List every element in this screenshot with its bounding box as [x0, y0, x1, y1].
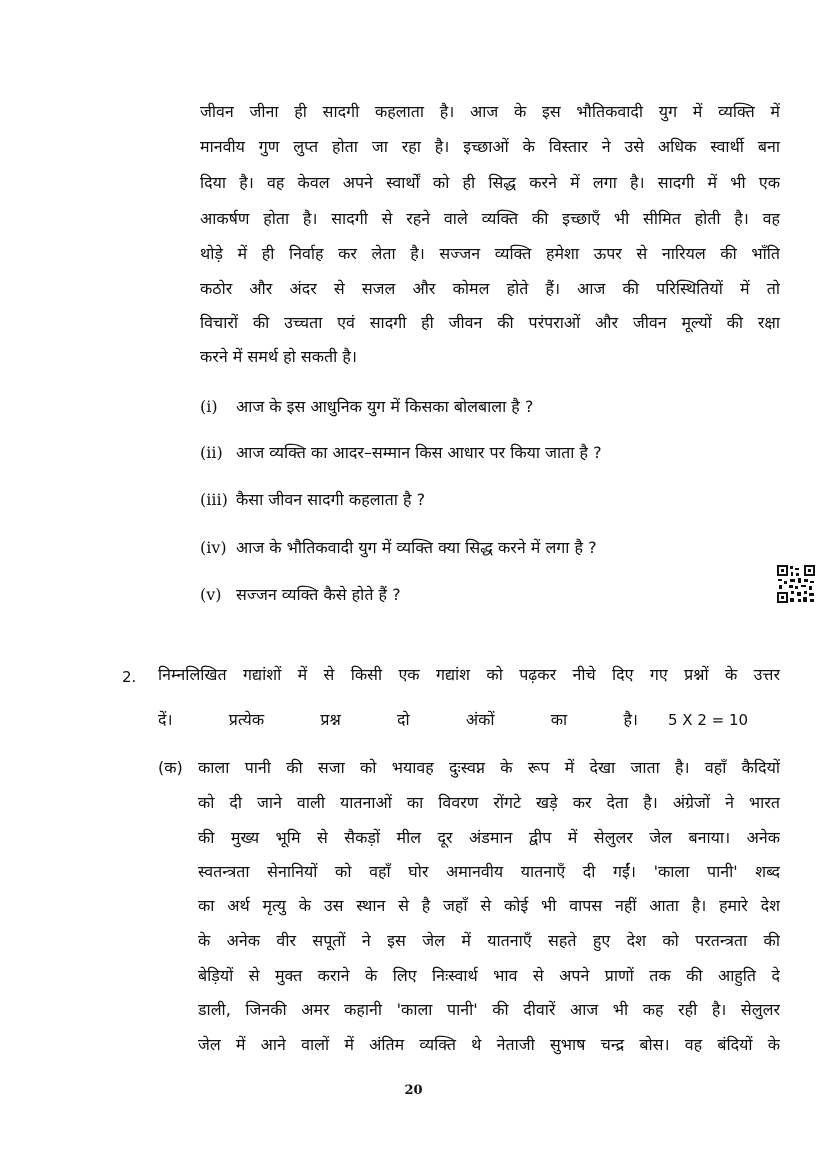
- question-text: कैसा जीवन सादगी कहलाता है ?: [236, 490, 426, 509]
- passage1-line: मानवीय गुण लुप्त होता जा रहा है। इच्छाओं के विस्तार ने उसे अधिक स्वार्थी बना: [200, 137, 780, 156]
- qr-code-icon: [776, 564, 816, 604]
- sub-question-label: (क): [158, 758, 183, 777]
- passage1-line: थोड़े में ही निर्वाह कर लेता है। सज्जन व्यक्ति हमेशा ऊपर से नारियल की भाँति: [200, 244, 780, 263]
- passage2-line: की मुख्य भूमि से सैकड़ों मील दूर अंडमान द्वीप में सेलुलर जेल बनाया। अनेक: [198, 828, 780, 847]
- question-item: [200, 538, 760, 558]
- passage1-line: करने में समर्थ हो सकती है।: [200, 347, 357, 366]
- passage2-line: डाली, जिनकी अमर कहानी 'काला पानी' की दीवारें आज भी कह रही है। सेलुलर: [198, 1000, 780, 1019]
- passage1-line: कठोर और अंदर से सजल और कोमल होते हैं। आज की परिस्थितियों में तो: [200, 279, 780, 298]
- question-number: (v): [200, 585, 222, 604]
- passage2-line: को दी जाने वाली यातनाओं का विवरण रोंगटे खड़े कर देता है। अंग्रेजों ने भारत: [198, 793, 780, 812]
- passage1-line: विचारों की उच्चता एवं सादगी ही जीवन की परंपराओं और जीवन मूल्यों की रक्षा: [200, 313, 780, 332]
- question-item: [200, 443, 760, 463]
- passage1-line: आकर्षण होता है। सादगी से रहने वाले व्यक्ति की इच्छाएँ भी सीमित होती है। वह: [200, 209, 780, 228]
- question-item: [200, 585, 760, 605]
- question-number: (iii): [200, 490, 228, 509]
- section-instruction: दें। प्रत्येक प्रश्न दो अंकों का है।: [158, 710, 638, 729]
- passage1-line: दिया है। वह केवल अपने स्वार्थों को ही सिद्ध करने में लगा है। सादगी में भी एक: [200, 173, 780, 192]
- question-item: [200, 397, 760, 417]
- question-number: 2.: [122, 668, 137, 686]
- page-number: 20: [404, 1083, 423, 1098]
- passage2-line: जेल में आने वालों में अंतिम व्यक्ति थे नेताजी सुभाष चन्द्र बोस। वह बंदियों के: [198, 1035, 780, 1054]
- question-number: (iv): [200, 538, 227, 557]
- question-text: आज के इस आधुनिक युग में किसका बोलबाला है ?: [236, 397, 534, 416]
- question-number: (ii): [200, 443, 223, 462]
- question-item: [200, 490, 760, 510]
- question-text: आज के भौतिकवादी युग में व्यक्ति क्या सिद्ध करने में लगा है ?: [236, 538, 597, 557]
- question-text: आज व्यक्ति का आदर–सम्मान किस आधार पर किया जाता है ?: [236, 443, 602, 462]
- section-instruction: निम्नलिखित गद्यांशों में से किसी एक गद्यांश को पढ़कर नीचे दिए गए प्रश्नों के उत्तर: [158, 665, 780, 684]
- passage2-line: काला पानी की सजा को भयावह दुःस्वप्न के रूप में देखा जाता है। वहाँ कैदियों: [198, 758, 780, 777]
- marks-scheme: 5 X 2 = 10: [668, 711, 749, 729]
- passage2-line: स्वतन्त्रता सेनानियों को वहाँ घोर अमानवीय यातनाएँ दी गईं। 'काला पानी' शब्द: [198, 862, 780, 881]
- question-number: (i): [200, 397, 218, 416]
- passage2-line: का अर्थ मृत्यु के उस स्थान से है जहाँ से कोई भी वापस नहीं आता है। हमारे देश: [198, 896, 780, 915]
- passage2-line: बेड़ियों से मुक्त कराने के लिए निःस्वार्थ भाव से अपने प्राणों तक की आहुति दे: [198, 966, 780, 985]
- passage1-line: जीवन जीना ही सादगी कहलाता है। आज के इस भौतिकवादी युग में व्यक्ति में: [200, 102, 780, 121]
- passage2-line: के अनेक वीर सपूतों ने इस जेल में यातनाएँ सहते हुए देश को परतन्त्रता की: [198, 931, 780, 950]
- question-text: सज्जन व्यक्ति कैसे होते हैं ?: [236, 585, 401, 604]
